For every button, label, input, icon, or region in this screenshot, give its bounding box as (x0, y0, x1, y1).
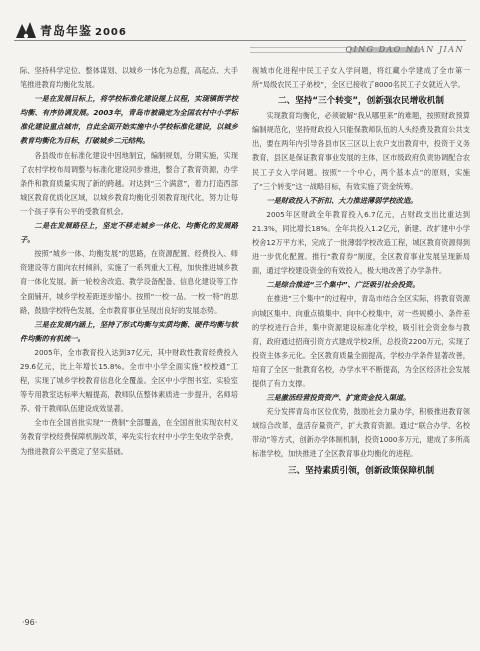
brand-year: 2006 (95, 27, 127, 38)
emphasis-paragraph: 二是在发展路径上，坚定不移走城乡一体化、均衡化的发展路子。 (20, 221, 238, 245)
page-header (0, 0, 480, 58)
page-number: ·96· (22, 618, 38, 627)
body-paragraph: 实现教育均衡化，必须破解“我从哪里来”的难题，按照财政预算编制规范化，坚持财政投入只能保教师队伍的人头经费及教育公共支出，要在两年内引导各县市区三区以上农户支出教育中，投资于义务教育，县区是保证教育事业发展的主体，区市级政府负责协调配合农民工子女入学问题。按照“一个中心，两个基本点”的原则，实施了“三个转变”这一战略目标，有效实施了资金统筹。 (252, 111, 470, 191)
body-paragraph: 视城市化进程中民工子女入学问题，将红藏小学建成了全市第一所“局级农民工子弟校”，全区已接收了8000名民工子女就近入学。 (252, 66, 470, 90)
body-paragraph: 充分发挥青岛市区位优势，鼓励社会力量办学，积极推进教育领域综合改革，盘活存量资产，扩大教育资源。通过“联合办学、名校带动”等方式，创新办学体制机制，投资1000多万元，建成了多所高标准学校，加快推进了全区教育事业均衡化的进程。 (252, 407, 470, 459)
body-paragraph: 按照“城乡一体、均衡发展”的思路，在资源配置、经费投入、师资建设等方面向农村倾斜，实施了一系列重大工程，加快推进城乡教育一体化发展。新一轮校舍改造、教学设备配备、信息化建设等工作全面铺开，城乡学校差距逐步缩小。按照“一校一品、一校一特”的思路，鼓励学校特色发展，全市教育事业呈现出良好的发展态势。 (20, 249, 238, 315)
left-column (20, 64, 238, 459)
body-paragraph: 2005年区财政全年教育投入6.7亿元，占财政支出比重达到21.3%，同比增长18%。全年共投入1.2亿元，新建、改扩建中小学校舍12万平方米，完成了一批薄弱学校改造工程，城区教育资源得到进一步优化配置。推行“教育券”制度，全区教育事业发展呈现新局面，通过学校建设资金的有效投入，极大地改善了办学条件。 (252, 209, 470, 276)
header-rule (14, 40, 466, 41)
emphasis-paragraph: 一是财政投入不折扣、大力推进薄弱学校改造。 (266, 195, 418, 205)
section-heading: 二、坚持“三个转变”，创新强农民增收机制 (278, 96, 444, 107)
emphasis-paragraph: 二是综合推进“三个集中”、广泛吸引社会投资。 (266, 280, 420, 290)
section-heading: 三、坚持素质引领，创新政策保障机制 (287, 465, 435, 476)
body-paragraph: 在推进“三个集中”的过程中，青岛市结合全区实际，将教育资源向城区集中、向重点镇集中、向中心校集中，对一些规模小、条件差的学校进行合并，集中资源建设标准化学校，吸引社会资金参与教育，政府通过招商引资方式建成学校2所，总投资2200万元，实现了投资主体多元化。全区教育质量全面提高，学校办学条件显著改善，培育了全区一批教育名校，办学水平不断提高，为全区经济社会发展提供了有力支撑。 (252, 294, 470, 388)
body-paragraph: 各县级市在标准化建设中因地制宜，编制规划，分期实施，实现了农村学校布局调整与标准化建设同步推进，整合了教育资源，办学条件和教育质量实现了新的跨越。对达到“三个满意”，着力打造西部城区教育优质化区域，以城乡教育均衡化引领教育现代化，努力让每一个孩子享有公平的受教育机会。 (20, 150, 238, 216)
body-paragraph: 际、坚持科学定位、整体谋划、以城乡一体化为总揽，高起点、大手笔推进教育均衡化发展。 (20, 66, 238, 90)
emphasis-paragraph: 三是在发展内涵上，坚持了形式均衡与实质均衡、硬件均衡与软件均衡的有机统一。 (20, 319, 238, 343)
emphasis-paragraph: 一是在发展目标上，将学校标准化建设提上议程，实现镇街学校均衡、有序协调发展。2003年，青岛市被确定为全国农村中小学标准化建设重点城市，自此全面开始实施中小学校标准化建设，以城乡教育均衡化为目标，打破城乡二元结构。 (20, 94, 238, 146)
body-paragraph: 2005年，全市教育投入达到37亿元，其中财政性教育经费投入29.6亿元，比上年增长15.8%。全市中小学全面实施“校校通”工程，实现了城乡学校教育信息化全覆盖。全区中小学图书室、实验室等专用教室达标率大幅提高，教师队伍整体素质进一步提升，名师培养、骨干教师队伍建设成效显著。 (20, 347, 238, 414)
body-paragraph: 全市在全国首批实现“一费制”全部覆盖，在全国首批实现农村义务教育学校经费保障机制改革，率先实行农村中小学生免收学杂费，为推进教育公平奠定了坚实基础。 (20, 418, 238, 456)
yearbook-logo-icon (14, 20, 38, 42)
header-pinyin: QING DAO NIAN JIAN (345, 45, 464, 54)
brand-text: 青岛年鉴 (40, 24, 93, 38)
brand-title (40, 22, 127, 39)
emphasis-paragraph: 三是激活经营投资资产、扩宽资金投入渠道。 (266, 393, 411, 403)
right-column (252, 64, 470, 479)
